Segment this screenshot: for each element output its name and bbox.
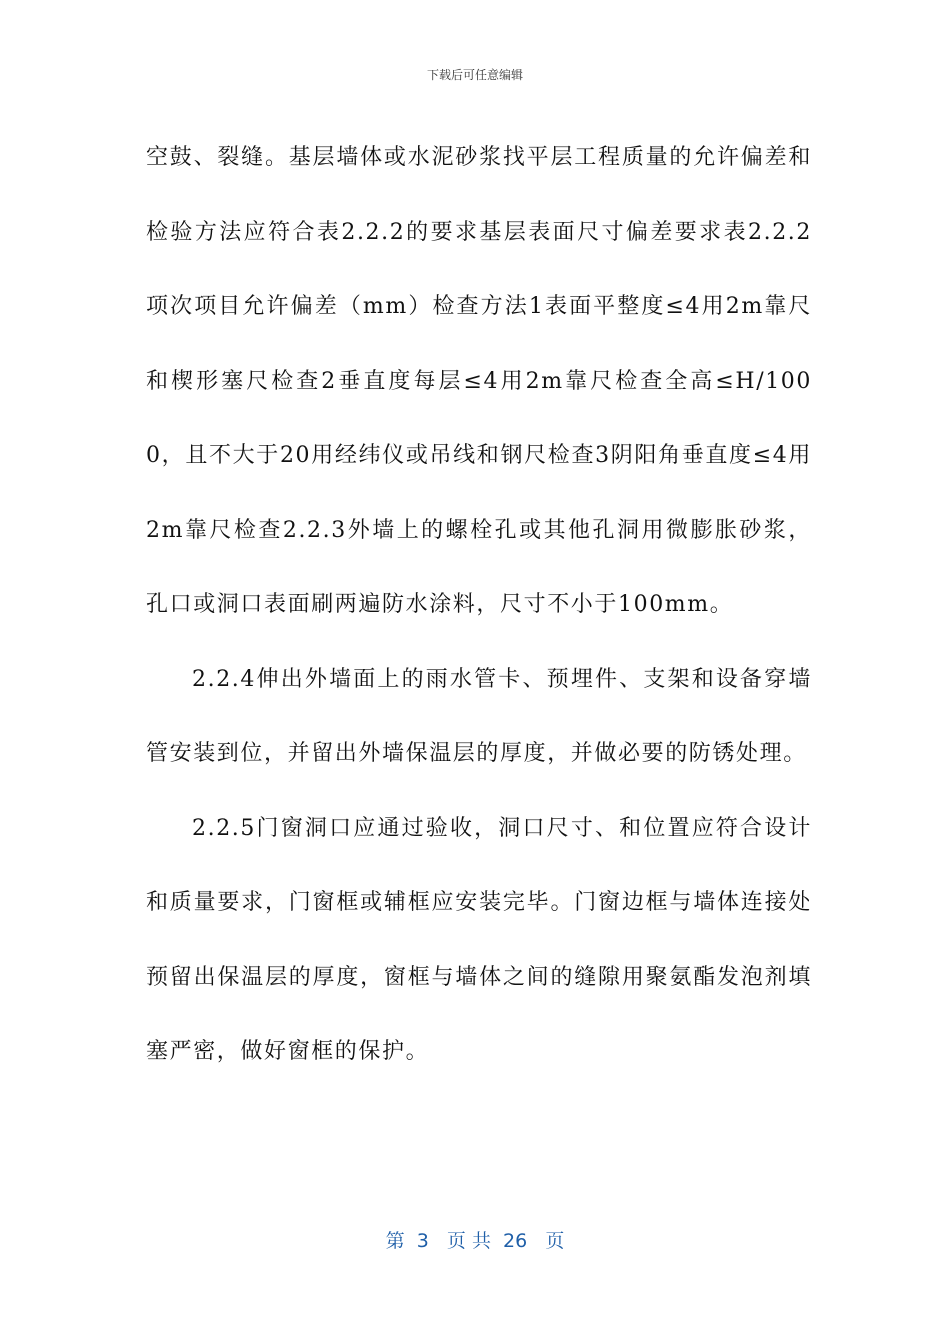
paragraph-2: 2.2.4伸出外墙面上的雨水管卡、预埋件、支架和设备穿墙管安装到位，并留出外墙保温层的厚度，并做必要的防锈处理。 <box>146 666 812 766</box>
document-body <box>146 121 812 1090</box>
header-note: 下载后可任意编辑 <box>426 68 523 82</box>
paragraph-3: 2.2.5门窗洞口应通过验收，洞口尺寸、和位置应符合设计和质量要求，门窗框或辅框应安装完毕。门窗边框与墙体连接处预留出保温层的厚度，窗框与墙体之间的缝隙用聚氨酯发泡剂填塞严密，做好窗框的保护。 <box>146 815 812 1064</box>
paragraph-1: 空鼓、裂缝。基层墙体或水泥砂浆找平层工程质量的允许偏差和检验方法应符合表2.2.2的要求基层表面尺寸偏差要求表2.2.2项次项目允许偏差（mm）检查方法1表面平整度≤4用2m靠尺和楔形塞尺检查2垂直度每层≤4用2m靠尺检查全高≤H/1000，且不大于20用经纬仪或吊线和钢尺检查3阴阳角垂直度≤4用2m靠尺检查2.2.3外墙上的螺栓孔或其他孔洞用微膨胀砂浆，孔口或洞口表面刷两遍防水涂料，尺寸不小于100mm。 <box>146 145 812 617</box>
page-number-footer: 第 3 页 共 26 页 <box>385 1230 565 1252</box>
